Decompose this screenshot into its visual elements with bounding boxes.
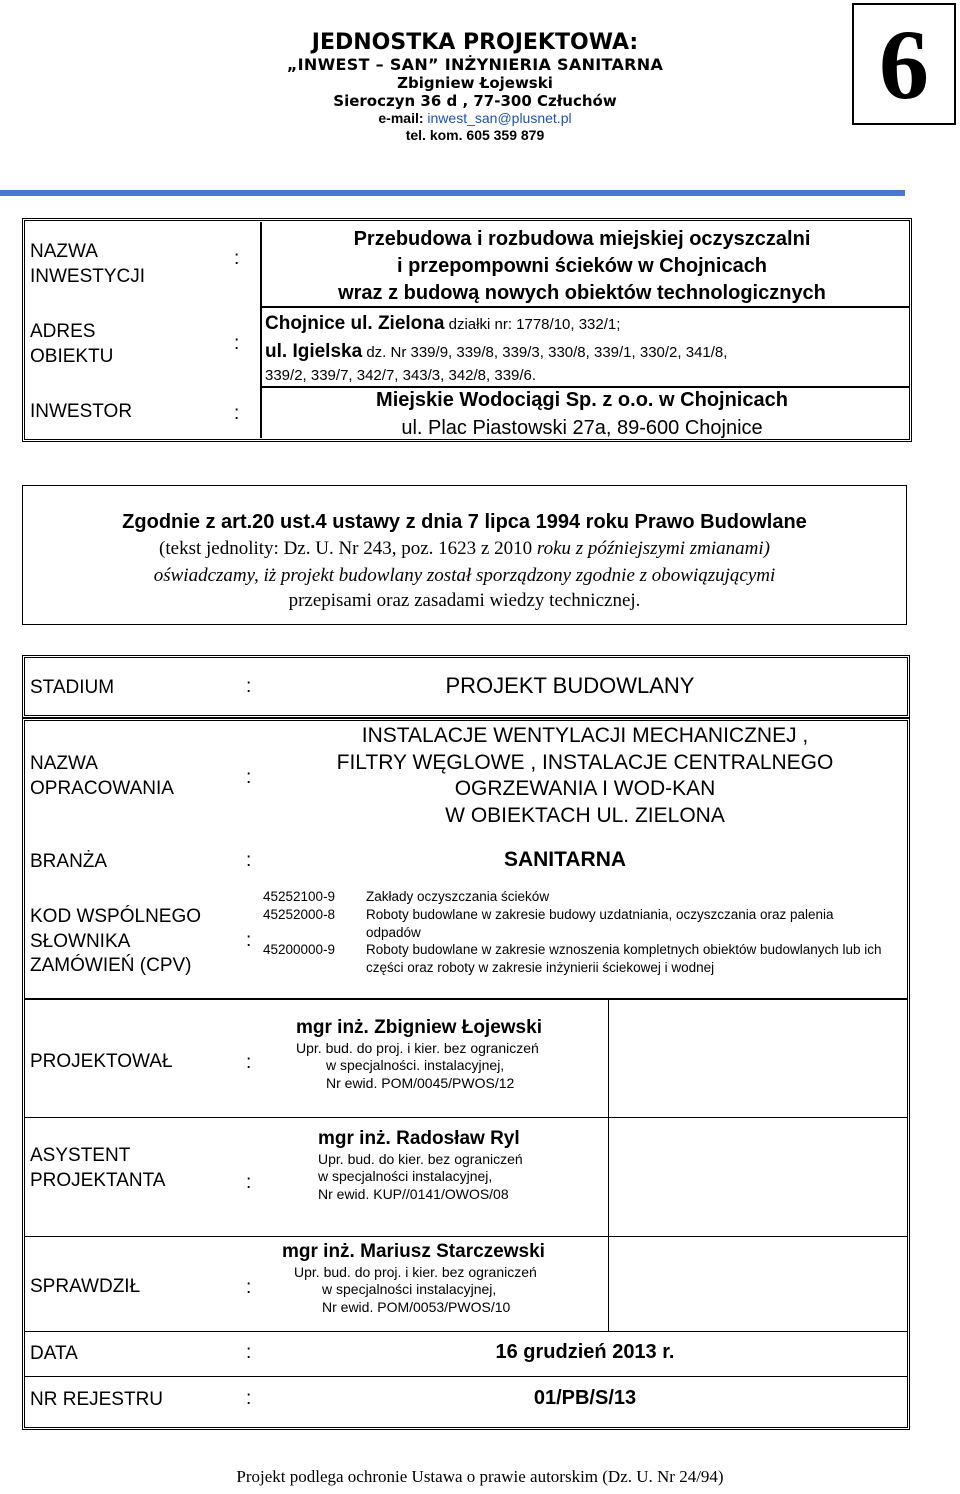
investment-name: Przebudowa i rozbudowa miejskiej oczyszczalni i przepompowni ścieków w Chojnicach wraz z budową nowych obiektów technologicznych — [338, 228, 826, 304]
copyright-footer: Projekt podlega ochronie Ustawa o prawie autorskim (Dz. U. Nr 24/94) — [236, 1467, 724, 1486]
cpv-list: 45252100-9 Zakłady oczyszczania ścieków 45252000-8 Roboty budowlane w zakresie budowy uzdatniania, oczyszczania oraz palenia odpadów 45200000-9 Roboty budowlane w zakresie wznoszenia kompletnych obiektów budowlanych lub ich części oraz roboty w zakresie inżynierii ściekowej i wodnej — [263, 889, 882, 976]
company-owner: Zbigniew Łojewski — [397, 73, 553, 92]
colon: : — [246, 767, 252, 788]
vertical-divider — [260, 222, 262, 438]
name-label: NAZWA INWESTYCJI — [30, 241, 146, 287]
branza-value: SANITARNA — [503, 848, 627, 871]
investor-label: INWESTOR — [30, 401, 133, 422]
company-phone: tel. kom. 605 359 879 — [405, 126, 545, 143]
sprawdzil-person: mgr inż. Mariusz Starczewski Upr. bud. do proj. i kier. bez ograniczeń w specjalności instalacyjnej, Nr ewid. POM/0053/PWOS/10 — [282, 1241, 545, 1315]
address-label: ADRES OBIEKTU — [30, 321, 114, 367]
data-value: 16 grudzień 2013 r. — [495, 1341, 675, 1363]
company-email[interactable]: inwest_san@plusnet.pl — [427, 110, 572, 127]
divider — [24, 1117, 908, 1118]
divider — [24, 1376, 908, 1377]
projektowal-person: mgr inż. Zbigniew Łojewski Upr. bud. do proj. i kier. bez ograniczeń w specjalności. instalacyjnej, Nr ewid. POM/0045/PWOS/12 — [296, 1017, 542, 1091]
projektowal-label: PROJEKTOWAŁ — [30, 1051, 173, 1072]
company-email-line: e-mail: inwest_san@plusnet.pl — [378, 110, 572, 127]
colon: : — [246, 1277, 252, 1298]
stadium-label: STADIUM — [30, 677, 115, 698]
signature-divider — [608, 998, 609, 1118]
company-name: „INWEST – SAN” INŻYNIERIA SANITARNA — [286, 54, 664, 74]
asystent-label: ASYSTENT PROJEKTANTA — [30, 1145, 166, 1191]
rejestr-value: 01/PB/S/13 — [533, 1387, 637, 1409]
colon: : — [234, 403, 240, 424]
stadium-value: PROJEKT BUDOWLANY — [445, 673, 695, 698]
declaration: Zgodnie z art.20 ust.4 ustawy z dnia 7 lipca 1994 roku Prawo Budowlane (tekst jednolity: Dz. U. Nr 243, poz. 1623 z 2010 roku z późniejszymi zmianami) oświadczamy, iż projekt budowlany został sporządzony zgodnie z obowiązującymi przepisami oraz zasadami wiedzy technicznej. — [122, 511, 807, 612]
colon: : — [246, 1388, 252, 1409]
signature-divider — [608, 1118, 609, 1236]
opracowanie-label: NAZWA OPRACOWANIA — [30, 753, 174, 799]
sprawdzil-label: SPRAWDZIŁ — [30, 1276, 141, 1297]
header-rule — [0, 190, 905, 196]
divider — [24, 998, 908, 1000]
colon: : — [246, 1172, 252, 1193]
divider — [260, 306, 910, 308]
colon: : — [234, 248, 240, 269]
branza-label: BRANŻA — [30, 851, 108, 872]
cpv-label: KOD WSPÓLNEGO SŁOWNIKA ZAMÓWIEŃ (CPV) — [30, 906, 202, 977]
header-title: JEDNOSTKA PROJEKTOWA: — [311, 30, 639, 55]
colon: : — [246, 1342, 252, 1363]
company-header — [240, 30, 710, 143]
colon: : — [246, 676, 252, 697]
signature-divider — [608, 1237, 609, 1332]
opracowanie-title: INSTALACJE WENTYLACJI MECHANICZNEJ , FILTRY WĘGLOWE , INSTALACJE CENTRALNEGO OGRZEWANIA I WOD-KAN W OBIEKTACH UL. ZIELONA — [336, 724, 834, 827]
data-label: DATA — [30, 1343, 78, 1364]
colon: : — [234, 333, 240, 354]
investor: Miejskie Wodociągi Sp. z o.o. w Chojnicach ul. Plac Piastowski 27a, 89-600 Chojnice — [376, 389, 788, 439]
colon: : — [246, 1052, 252, 1073]
rejestr-label: NR REJESTRU — [30, 1389, 164, 1410]
colon: : — [246, 930, 252, 951]
colon: : — [246, 850, 252, 871]
divider — [24, 1331, 908, 1332]
asystent-person: mgr inż. Radosław Ryl Upr. bud. do kier. bez ograniczeń w specjalności instalacyjnej, Nr ewid. KUP//0141/OWOS/08 — [318, 1128, 523, 1202]
volume-number: 6 — [852, 3, 956, 125]
object-address: Chojnice ul. Zielona działki nr: 1778/10, 332/1; ul. Igielska dz. Nr 339/9, 339/8, 339/3, 330/8, 339/1, 330/2, 341/8, 339/2, 339/7, 342/7, 343/3, 342/8, 339/6. — [265, 313, 728, 385]
divider — [24, 1236, 908, 1237]
company-address: Sieroczyn 36 d , 77-300 Człuchów — [333, 91, 617, 110]
